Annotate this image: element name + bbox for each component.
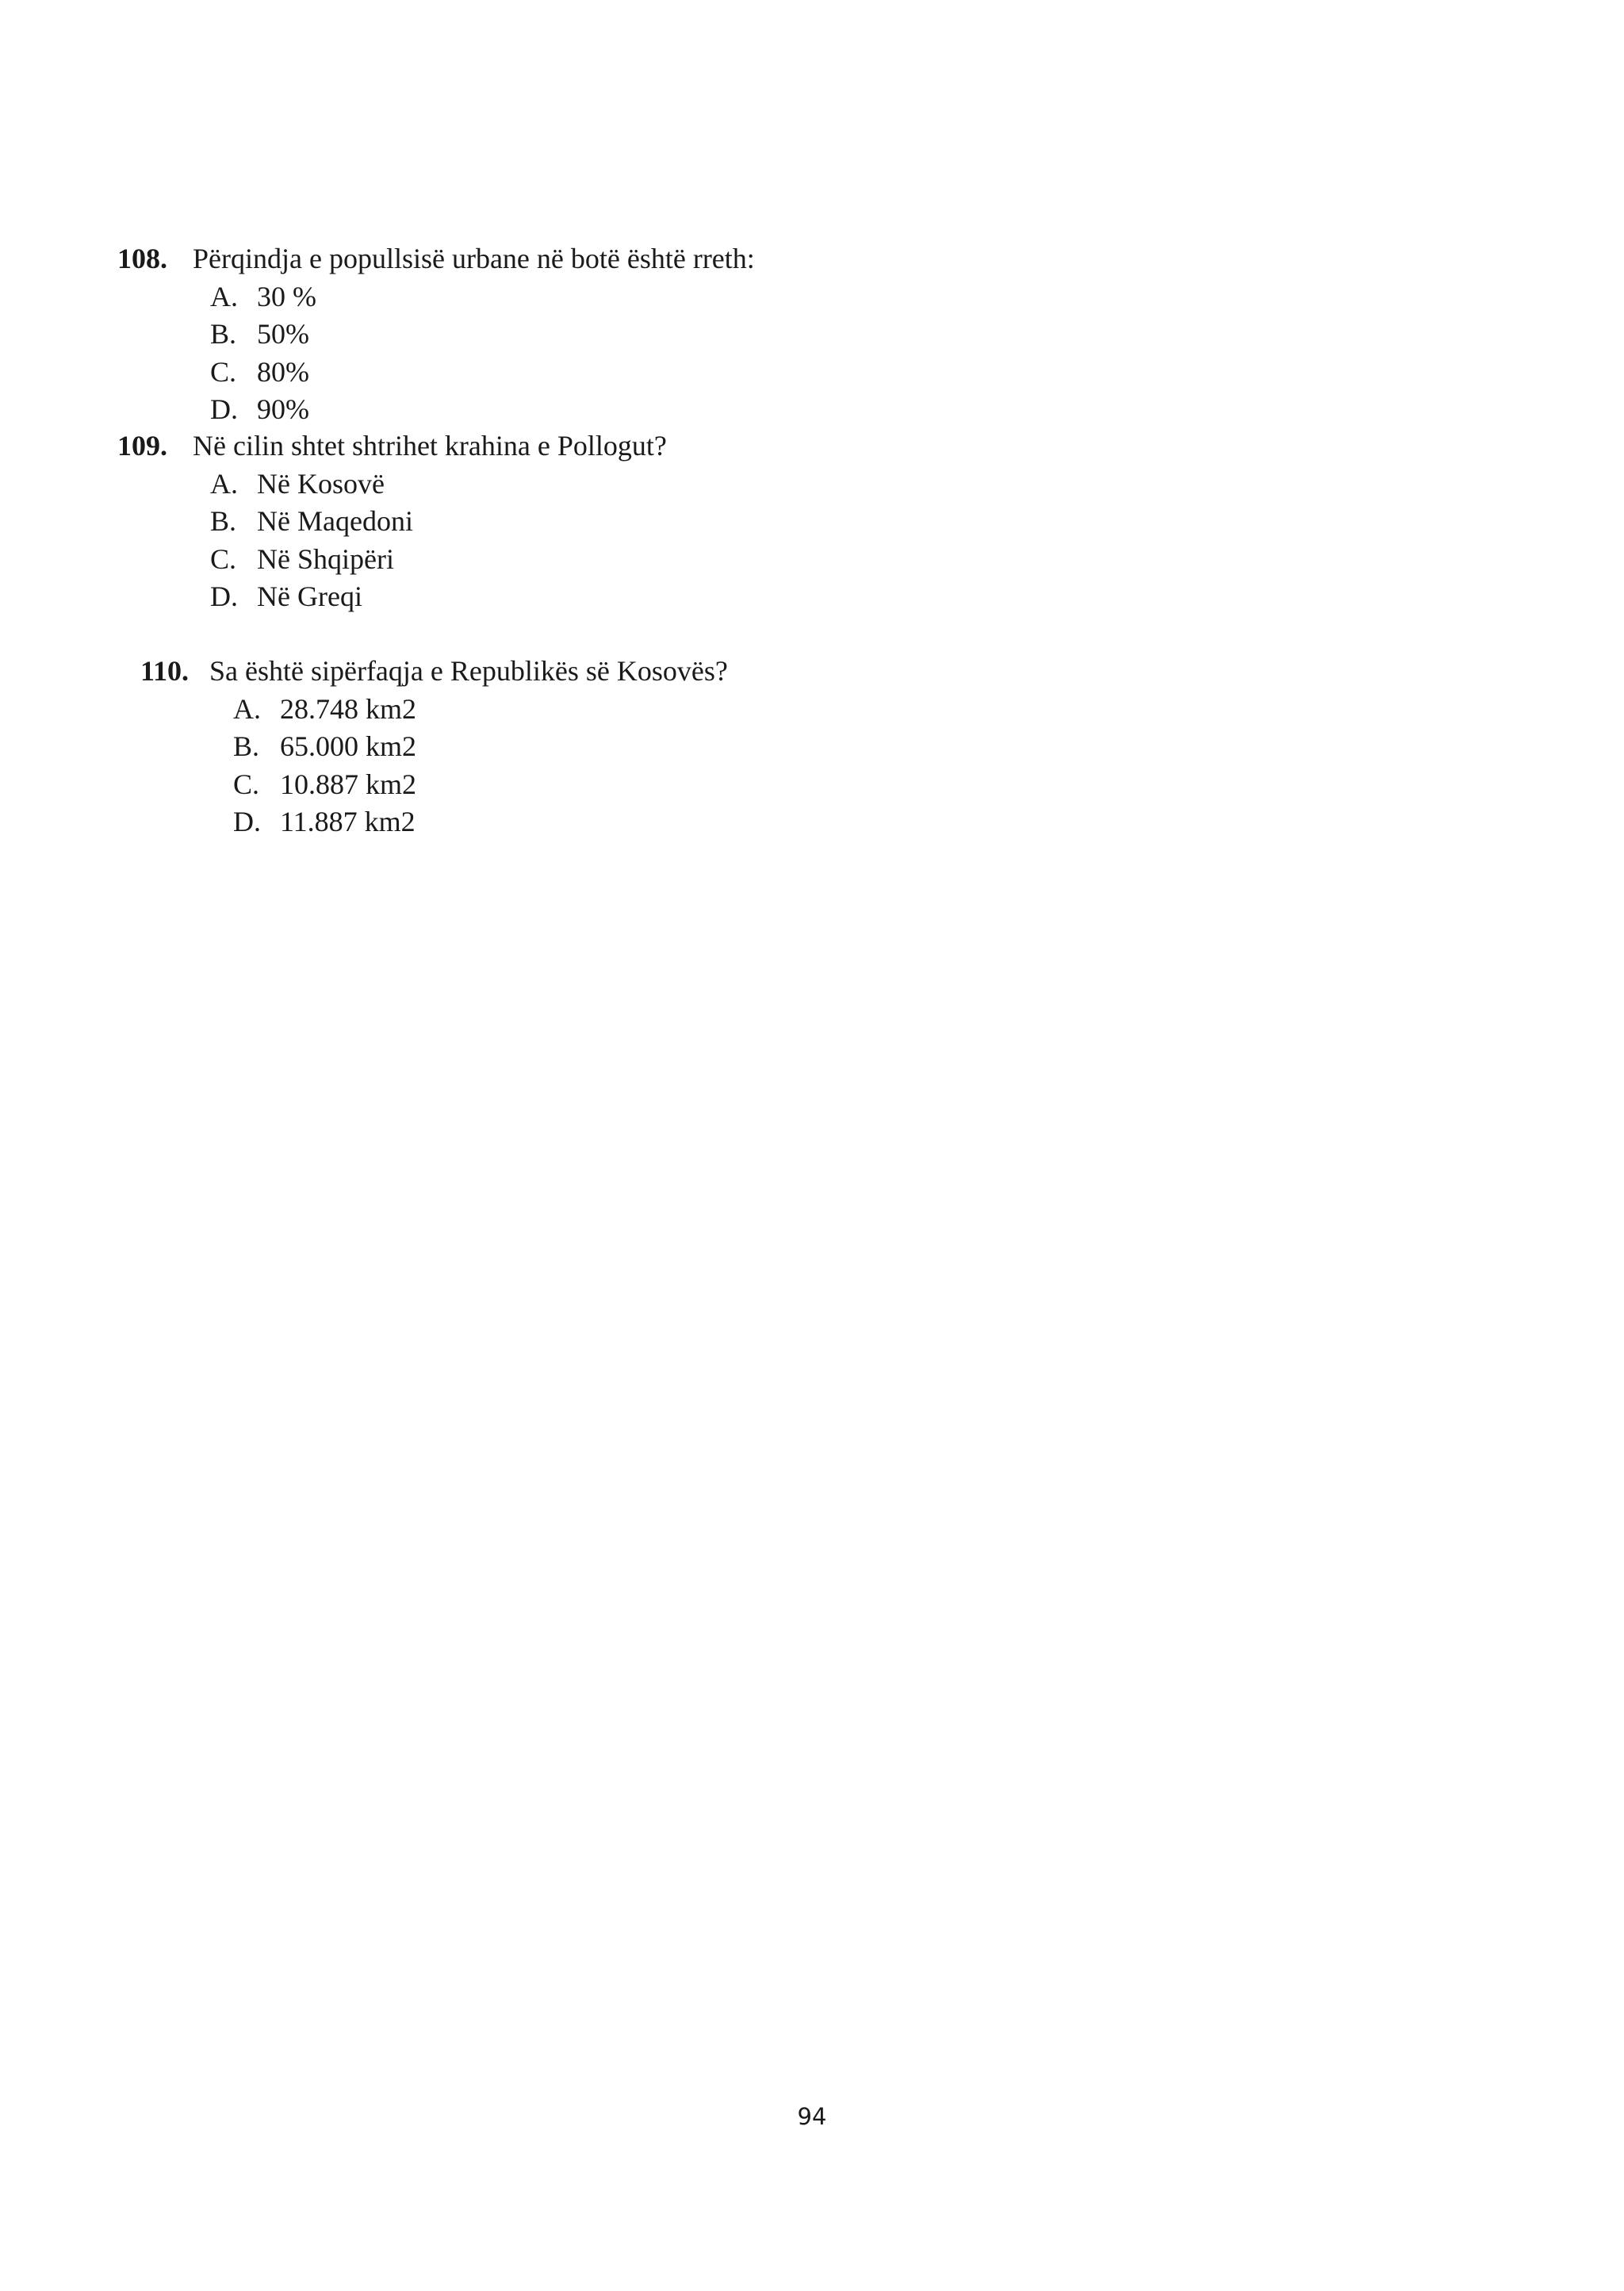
option-letter: A. bbox=[210, 280, 238, 312]
question-109 bbox=[117, 427, 667, 616]
answer-option-d bbox=[233, 803, 728, 841]
option-letter: C. bbox=[210, 355, 237, 388]
option-text: 28.748 km2 bbox=[280, 692, 417, 725]
answer-option-a bbox=[210, 465, 667, 504]
option-text: 50% bbox=[257, 318, 309, 350]
answer-option-c bbox=[233, 766, 728, 804]
option-text: Në Maqedoni bbox=[257, 505, 413, 537]
option-letter: D. bbox=[210, 393, 238, 425]
answer-option-d bbox=[210, 578, 667, 616]
answer-option-b bbox=[210, 503, 667, 541]
option-letter: B. bbox=[210, 505, 237, 537]
question-text: Sa është sipërfaqja e Republikës së Kosovës? bbox=[209, 655, 728, 687]
question-stem bbox=[117, 240, 755, 278]
option-letter: B. bbox=[210, 318, 237, 350]
option-letter: D. bbox=[210, 580, 238, 612]
option-letter: B. bbox=[233, 730, 260, 762]
option-text: 11.887 km2 bbox=[280, 806, 416, 837]
option-text: 80% bbox=[257, 355, 309, 388]
option-text: 65.000 km2 bbox=[280, 730, 417, 762]
option-text: 10.887 km2 bbox=[280, 768, 417, 800]
option-text: Në Shqipëri bbox=[257, 542, 394, 575]
option-text: 30 % bbox=[257, 280, 316, 312]
question-stem bbox=[140, 653, 728, 691]
question-text: Në cilin shtet shtrihet krahina e Pollogut? bbox=[193, 430, 667, 462]
question-number: 108. bbox=[117, 243, 167, 274]
question-108 bbox=[117, 240, 755, 429]
option-text: Në Kosovë bbox=[257, 467, 385, 500]
option-text: Në Greqi bbox=[257, 580, 362, 612]
answer-option-a bbox=[233, 691, 728, 729]
answer-options bbox=[210, 278, 755, 429]
page-number: 94 bbox=[797, 2103, 827, 2130]
question-number: 110. bbox=[140, 655, 190, 687]
answer-option-d bbox=[210, 391, 755, 429]
answer-options bbox=[210, 465, 667, 616]
answer-option-c bbox=[210, 541, 667, 579]
answer-option-a bbox=[210, 278, 755, 316]
option-letter: C. bbox=[233, 768, 260, 800]
answer-option-c bbox=[210, 354, 755, 392]
option-letter: A. bbox=[210, 467, 238, 500]
answer-option-b bbox=[233, 728, 728, 766]
question-text: Përqindja e popullsisë urbane në botë është rreth: bbox=[193, 243, 755, 274]
option-letter: C. bbox=[210, 542, 237, 575]
option-letter: A. bbox=[233, 692, 261, 725]
question-110 bbox=[140, 653, 728, 841]
option-text: 90% bbox=[257, 393, 309, 425]
question-number: 109. bbox=[117, 430, 167, 462]
option-letter: D. bbox=[233, 806, 261, 837]
answer-options bbox=[233, 691, 728, 841]
question-stem bbox=[117, 427, 667, 465]
answer-option-b bbox=[210, 316, 755, 354]
